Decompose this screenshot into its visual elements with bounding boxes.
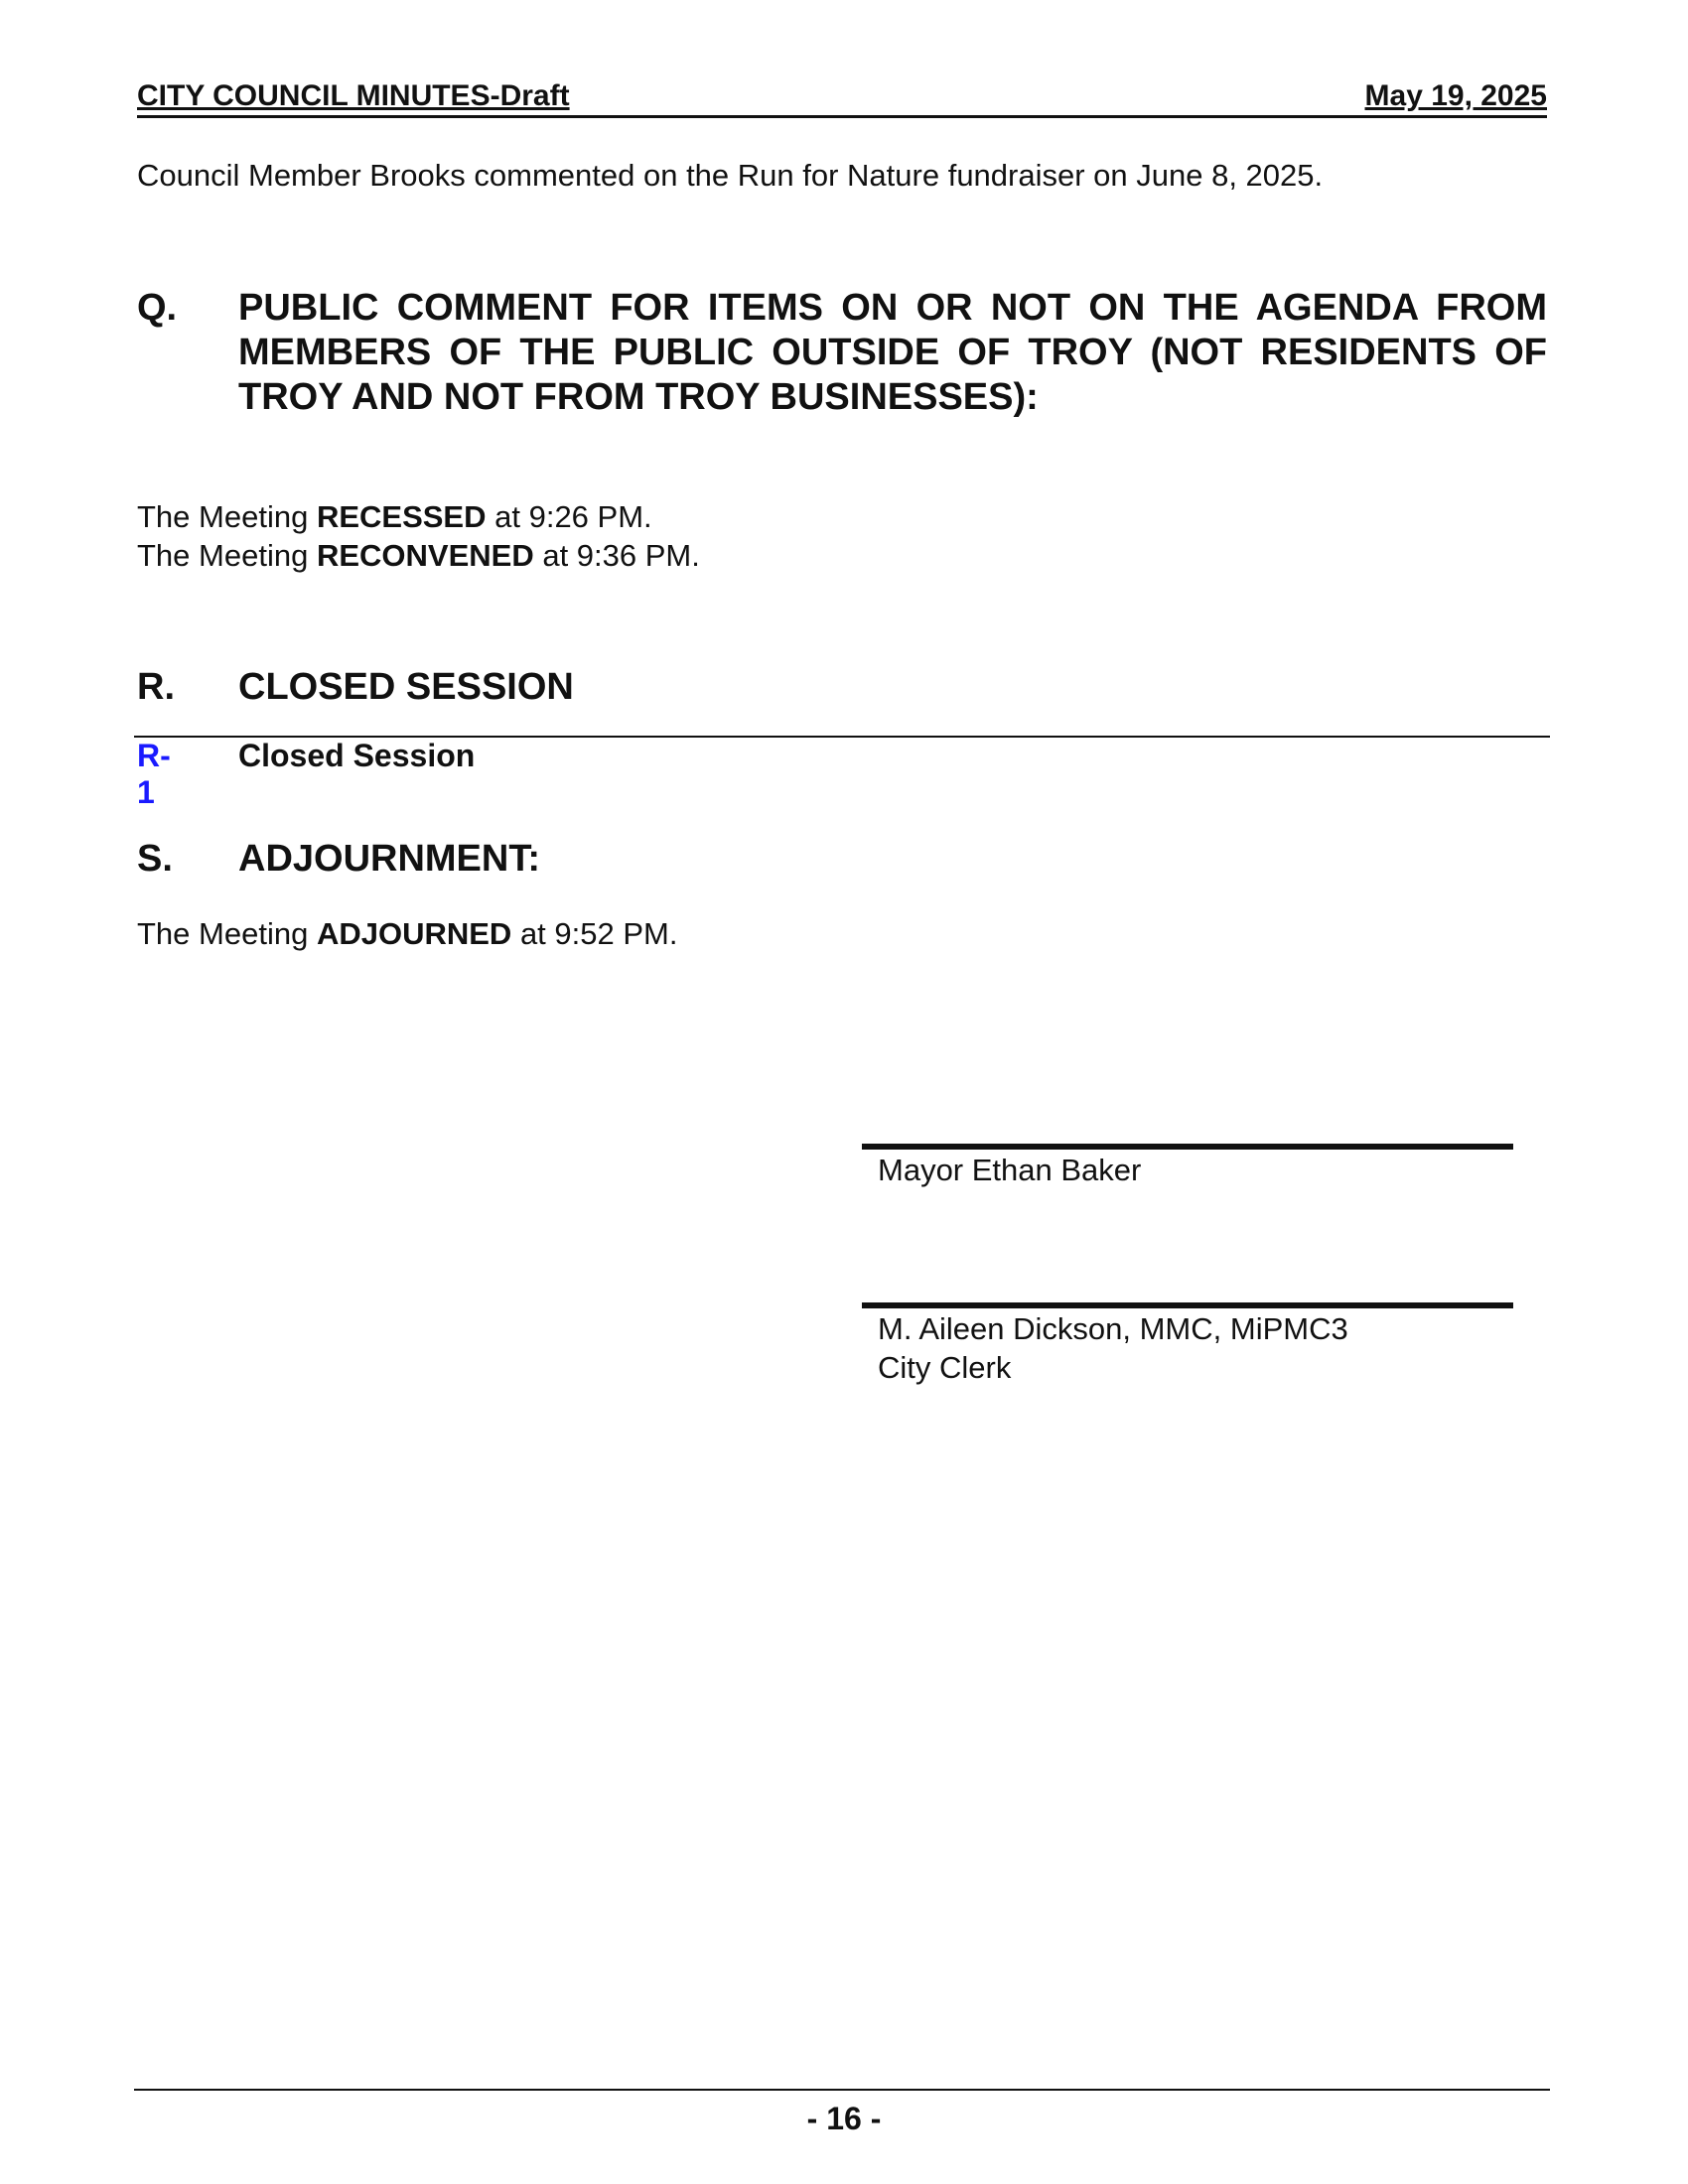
adjourn-time: at 9:52 PM. [519,916,678,951]
section-r-heading [137,665,1547,710]
recess-line [137,497,652,536]
mayor-signature-line [862,1144,1513,1150]
section-q-title: PUBLIC COMMENT FOR ITEMS ON OR NOT ON THE AGENDA FROM MEMBERS OF THE PUBLIC OUTSIDE OF TROY (NOT RESIDENTS OF TROY AND NOT FROM TROY BUSINESSES): [238,287,1547,418]
reconvene-keyword: RECONVENED [316,538,534,573]
section-r-title: CLOSED SESSION [238,666,574,708]
clerk-title: City Clerk [878,1350,1012,1385]
agenda-item-label: Closed Session [238,738,476,773]
clerk-name: M. Aileen Dickson, MMC, MiPMC3 [878,1311,1348,1346]
section-q-heading [137,286,1547,425]
section-q-letter: Q. [137,287,178,329]
reconvene-line [137,536,700,575]
recess-prefix: The Meeting [137,499,309,534]
section-s-title: ADJOURNMENT: [238,838,540,880]
mayor-name: Mayor Ethan Baker [878,1153,1142,1187]
section-s-heading [137,837,1547,882]
footer-divider [134,2089,1550,2091]
recess-time: at 9:26 PM. [494,499,652,534]
adjourn-line [137,914,677,953]
reconvene-time: at 9:36 PM. [542,538,700,573]
section-s-letter: S. [137,838,173,880]
agenda-item-number[interactable]: R-1 [137,738,171,810]
clerk-signature-line [862,1302,1513,1308]
page-number: - 16 - [806,2101,882,2136]
recess-keyword: RECESSED [316,499,487,534]
adjourn-prefix: The Meeting [137,916,309,951]
page-header [137,79,1547,118]
section-r-letter: R. [137,666,175,708]
header-title: CITY COUNCIL MINUTES-Draft [137,79,570,112]
reconvene-prefix: The Meeting [137,538,309,573]
intro-paragraph: Council Member Brooks commented on the Run for Nature fundraiser on June 8, 2025. [137,158,1324,193]
adjourn-keyword: ADJOURNED [316,916,512,951]
header-date: May 19, 2025 [1364,79,1547,112]
